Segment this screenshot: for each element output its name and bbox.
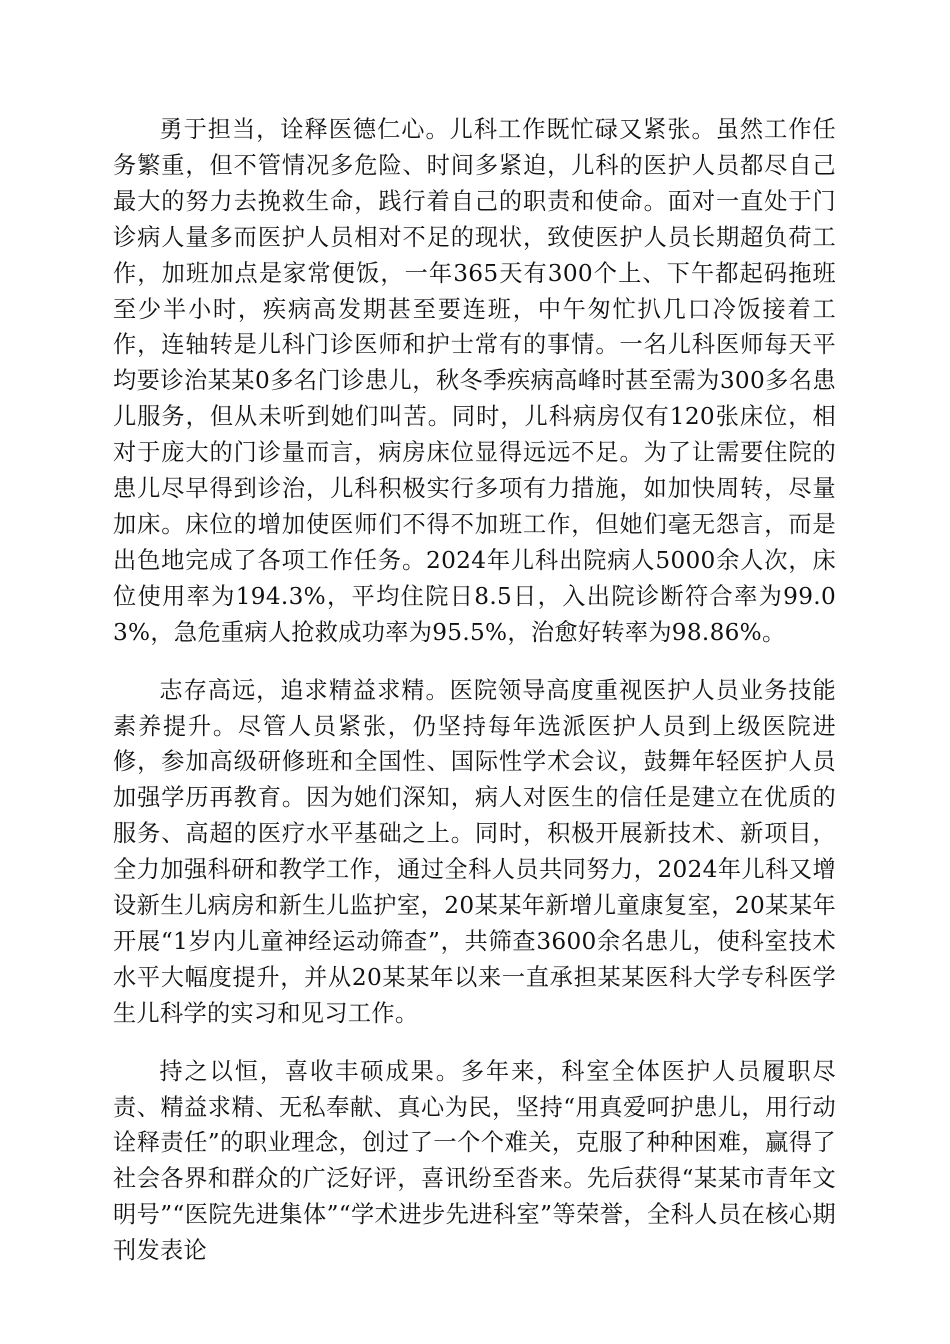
paragraph-ambition: 志存高远，追求精益求精。医院领导高度重视医护人员业务技能素养提升。尽管人员紧张，仍坚持每年选派医护人员到上级医院进修，参加高级研修班和全国性、国际性学术会议，鼓舞年轻医护人员加强学历再教育。因为她们深知，病人对医生的信任是建立在优质的服务、高超的医疗水平基础之上。同时，积极开展新技术、新项目，全力加强科研和教学工作，通过全科人员共同努力，2024年儿科又增设新生儿病房和新生儿监护室，20某某年新增儿童康复室，20某某年开展“1岁内儿童神经运动筛查”，共筛查3600余名患儿，使科室技术水平大幅度提升，并从20某某年以来一直承担某某医科大学专科医学生儿科学的实习和见习工作。 xyxy=(113,676,836,1027)
paragraph-responsibility: 勇于担当，诠释医德仁心。儿科工作既忙碌又紧张。虽然工作任务繁重，但不管情况多危险、时间多紧迫，儿科的医护人员都尽自己最大的努力去挽救生命，践行着自己的职责和使命。面对一直处于门诊病人量多而医护人员相对不足的现状，致使医护人员长期超负荷工作，加班加点是家常便饭，一年365天有300个上、下午都起码拖班至少半小时，疾病高发期甚至要连班，中午匆忙扒几口冷饭接着工作，连轴转是儿科门诊医师和护士常有的事情。一名儿科医师每天平均要诊治某某0多名门诊患儿，秋冬季疾病高峰时甚至需为300多名患儿服务，但从未听到她们叫苦。同时，儿科病房仅有120张床位，相对于庞大的门诊量而言，病房床位显得远远不足。为了让需要住院的患儿尽早得到诊治，儿科积极实行多项有力措施，如加快周转，尽量加床。床位的增加使医师们不得不加班工作，但她们毫无怨言，而是出色地完成了各项工作任务。2024年儿科出院病人5000余人次，床位使用率为194.3%，平均住院日8.5日，入出院诊断符合率为99.03%，急危重病人抢救成功率为95.5%，治愈好转率为98.86%。 xyxy=(113,116,836,646)
paragraph-achievements: 持之以恒，喜收丰硕成果。多年来，科室全体医护人员履职尽责、精益求精、无私奉献、真心为民，坚持“用真爱呵护患儿，用行动诠释责任”的职业理念，创过了一个个难关，克服了种种困难，赢得了社会各界和群众的广泛好评，喜讯纷至沓来。先后获得“某某市青年文明号”“医院先进集体”“学术进步先进科室”等荣誉，全科人员在核心期刊发表论 xyxy=(113,1057,836,1265)
document-body xyxy=(113,112,836,1291)
